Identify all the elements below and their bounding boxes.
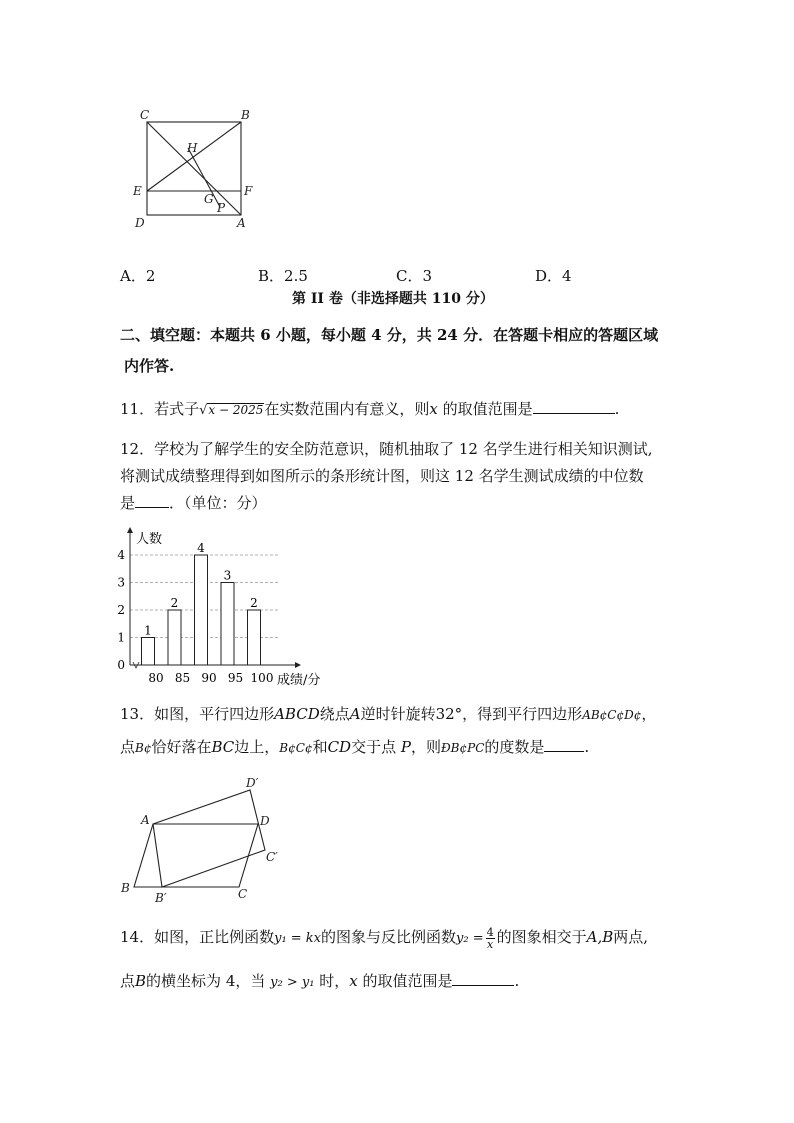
q12-answer-blank[interactable] xyxy=(135,493,169,508)
q11-answer-blank[interactable] xyxy=(533,399,615,414)
bar-value-label: 2 xyxy=(250,596,258,610)
label-A: A xyxy=(141,813,150,827)
q11-var: x xyxy=(429,400,438,418)
q13-line1 xyxy=(120,703,656,724)
q13-l2-g: 和 xyxy=(312,738,328,756)
chart-bars xyxy=(142,541,274,685)
bar-value-label: 3 xyxy=(223,568,232,583)
q14-fraction xyxy=(486,927,495,950)
x-axis-arrow xyxy=(295,662,301,668)
q14-answer-blank[interactable] xyxy=(452,971,514,986)
label-F: F xyxy=(244,184,253,198)
q13-l2-i: 交于点 xyxy=(351,738,397,756)
q14-l2-d: y₂ > y₁ xyxy=(270,975,315,990)
label-P: P xyxy=(217,201,226,215)
square-figure xyxy=(120,100,270,235)
q13-l2-f: B¢C¢ xyxy=(279,741,313,755)
section-heading-line1: 二、填空题：本题共 6 小题，每小题 4 分，共 24 分．在答题卡相应的答题区域 xyxy=(120,326,659,344)
q13-abcd-prime: AB¢C¢D¢ xyxy=(582,708,642,722)
label-G: G xyxy=(204,192,214,206)
section-title: 第 II 卷（非选择题共 110 分） xyxy=(292,291,494,307)
q12-line3-suffix: ．（单位：分） xyxy=(169,494,267,512)
q14-b: y₁ = kx xyxy=(274,931,322,946)
q14-l2-h: . xyxy=(514,972,520,990)
q13-text-e: 逆时针旋转32°，得到平行四边形 xyxy=(360,705,583,723)
category-label: 85 xyxy=(174,671,191,685)
q14-frac-den: x xyxy=(487,937,494,951)
q12-line2: 将测试成绩整理得到如图所示的条形统计图，则这 12 名学生测试成绩的中位数 xyxy=(120,467,644,485)
q14-l2-c: 的横坐标为 4，当 xyxy=(146,972,266,990)
label-B: B xyxy=(121,881,130,895)
label-D: D xyxy=(260,814,270,828)
q13-text-c: 绕点 xyxy=(319,705,350,723)
bar xyxy=(142,638,155,666)
q14-l2-b: B xyxy=(135,972,147,990)
bar xyxy=(168,610,181,665)
parallelogram-figure xyxy=(115,772,295,907)
y-axis-label: 人数 xyxy=(136,532,163,547)
q13-text-g: ， xyxy=(641,705,657,723)
category-label: 80 xyxy=(148,671,164,685)
q14-a: 14．如图，正比例函数 xyxy=(120,928,275,946)
q14-line2 xyxy=(120,970,519,991)
q13-l2-l: ÐB¢PC xyxy=(441,741,485,755)
label-H: H xyxy=(187,141,198,155)
label-C: C xyxy=(140,108,150,122)
q14-frac-num: 4 xyxy=(486,925,494,939)
bar-value-label: 2 xyxy=(170,596,179,610)
q13-text-a: 13．如图，平行四边形 xyxy=(120,705,275,723)
q13-l2-m: 的度数是 xyxy=(484,738,545,756)
q13-l2-c: 恰好落在 xyxy=(151,738,212,756)
parallelogram-ABCD xyxy=(134,824,258,887)
q13-abcd: ABCD xyxy=(274,705,320,723)
q13-l2-k: ，则 xyxy=(410,738,441,756)
q11-end: . xyxy=(614,400,620,418)
q12-line3 xyxy=(120,492,267,513)
category-label: 95 xyxy=(227,671,244,685)
q14-e: 的图象相交于 xyxy=(496,928,587,946)
label-D: D xyxy=(135,216,145,230)
q14-l2-e: 时， xyxy=(319,972,350,990)
y-tick-label: 0 xyxy=(117,658,125,672)
y-axis-arrow xyxy=(127,527,133,533)
segment-EB xyxy=(147,122,241,191)
q13-point-a: A xyxy=(349,705,361,723)
q12-line1: 12．学校为了解学生的安全防范意识，随机抽取了 12 名学生进行相关知识测试, xyxy=(120,440,653,458)
segment-CA xyxy=(147,122,241,215)
q14-g: 两点, xyxy=(613,928,649,946)
q14-l2-a: 点 xyxy=(120,972,136,990)
label-C-prime: C′ xyxy=(266,850,278,864)
q11-suffix: 的取值范围是 xyxy=(437,400,533,418)
y-tick-label: 3 xyxy=(117,575,125,590)
label-C: C xyxy=(238,887,248,901)
q13-l2-h: CD xyxy=(327,738,352,756)
y-tick-label: 2 xyxy=(117,603,125,617)
bar-value-label: 4 xyxy=(197,541,205,555)
label-B: B xyxy=(241,108,250,122)
category-label: 90 xyxy=(201,671,217,685)
q13-l2-a: 点 xyxy=(120,738,136,756)
q11-radicand: x − 2025 xyxy=(208,403,264,417)
bar-value-label: 1 xyxy=(144,623,152,638)
category-label: 100 xyxy=(250,671,274,685)
q13-line2 xyxy=(120,736,589,757)
question-11: 11．若式子√x − 2025在实数范围内有意义，则x 的取值范围是 . xyxy=(120,400,620,418)
bar-chart xyxy=(110,525,340,690)
y-tick-label: 4 xyxy=(117,548,125,562)
q11-prefix: 11．若式子 xyxy=(120,400,200,418)
q13-answer-blank[interactable] xyxy=(544,737,584,752)
y-tick-label: 1 xyxy=(117,630,125,645)
choice-d: D．4 xyxy=(535,267,572,285)
choice-c: C．3 xyxy=(396,267,433,285)
q14-l2-g: 的取值范围是 xyxy=(362,972,453,990)
q14-c: 的图象与反比例函数 xyxy=(321,928,457,946)
label-B-prime: B′ xyxy=(155,891,167,905)
q12-line3-prefix: 是 xyxy=(120,494,136,512)
q11-middle: 在实数范围内有意义，则 xyxy=(264,400,430,418)
bar xyxy=(195,555,208,665)
parallelogram-AB'C'D' xyxy=(153,790,265,887)
q13-l2-d: BC xyxy=(211,738,235,756)
label-E: E xyxy=(133,184,142,198)
bar xyxy=(248,610,261,665)
label-D-prime: D′ xyxy=(246,776,259,790)
section-heading-line2: 内作答. xyxy=(124,357,175,375)
q13-l2-e: 边上， xyxy=(234,738,280,756)
q14-l2-f: x xyxy=(349,972,358,990)
q13-l2-n: . xyxy=(584,738,590,756)
choice-b: B．2.5 xyxy=(258,267,308,285)
bar xyxy=(221,583,234,666)
label-A: A xyxy=(237,216,246,230)
q14-f: A,B xyxy=(586,928,614,946)
q14-d: y₂ = xyxy=(456,931,484,946)
q13-l2-b: B¢ xyxy=(135,741,152,755)
choice-a: A．2 xyxy=(120,267,156,285)
q13-l2-j: P xyxy=(400,738,411,756)
x-axis-label: 成绩/分 xyxy=(277,673,321,688)
q14-line1 xyxy=(120,926,648,950)
